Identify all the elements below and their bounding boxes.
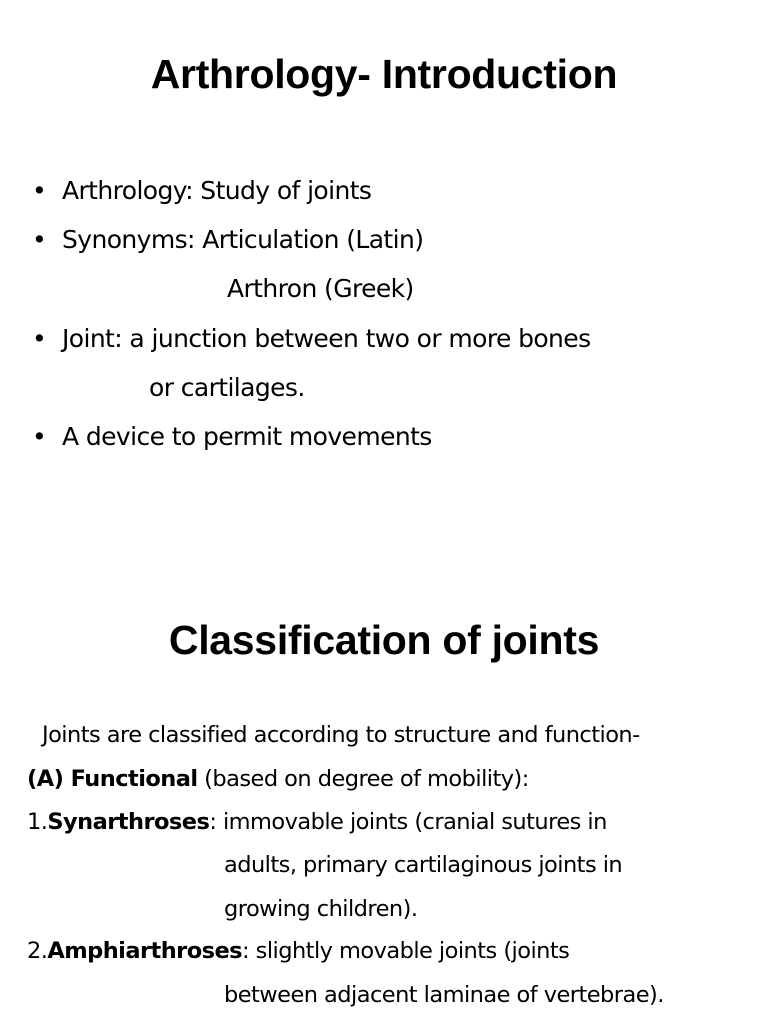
item-description: : slightly movable joints (joints [242, 938, 570, 964]
functional-heading: (A) Functional [27, 766, 198, 792]
intro-text: Joints are classified according to structure and function- [42, 722, 640, 748]
item-term: Synarthroses [47, 809, 210, 835]
item-number: 1. [27, 809, 48, 835]
bullet-icon: • [32, 324, 47, 353]
bullet-icon: • [32, 176, 47, 205]
item-term: Amphiarthroses [47, 938, 243, 964]
functional-note: (based on degree of mobility): [197, 766, 529, 792]
bullet-text: A device to permit movements [62, 422, 432, 451]
item-description-continuation: growing children). [224, 896, 418, 922]
item-description-continuation: between adjacent laminae of vertebrae). [224, 982, 664, 1008]
list-item [27, 808, 607, 836]
bullet-icon: • [32, 225, 47, 254]
bullet-text: Synonyms: Articulation (Latin) [62, 225, 424, 254]
bullet-icon: • [32, 422, 47, 451]
section-title: Classification of joints [168, 617, 600, 663]
bullet-text-continuation: Arthron (Greek) [227, 274, 414, 303]
functional-heading-line [27, 765, 529, 793]
bullet-text: Arthrology: Study of joints [62, 176, 372, 205]
list-item [27, 937, 569, 965]
item-number: 2. [27, 938, 48, 964]
page-title: Arthrology- Introduction [150, 51, 618, 97]
bullet-text-continuation: or cartilages. [149, 373, 305, 402]
item-description: : immovable joints (cranial sutures in [209, 809, 607, 835]
item-description-continuation: adults, primary cartilaginous joints in [224, 852, 623, 878]
bullet-text: Joint: a junction between two or more bones [62, 324, 591, 353]
